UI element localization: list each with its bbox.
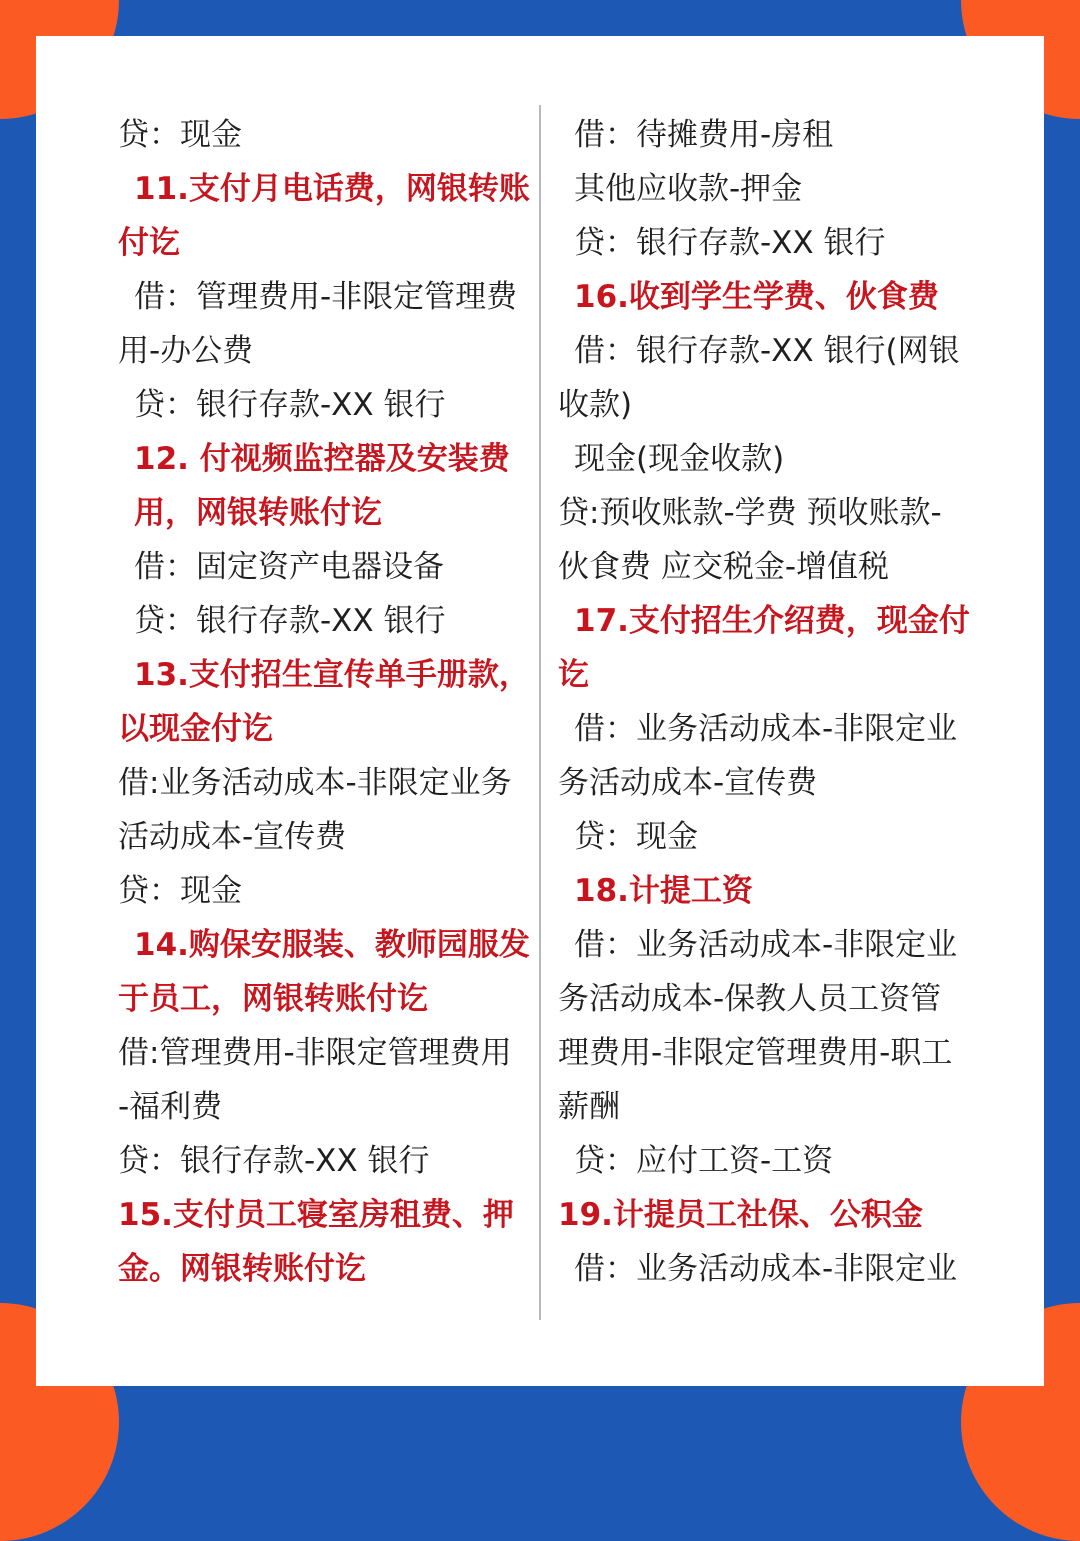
entry-line: 贷：现金 [574, 819, 698, 855]
entry-heading: 13.支付招生宣传单手册款， [134, 657, 530, 693]
entry-line: 其他应收款-押金 [574, 171, 803, 207]
entry-line: 务活动成本-保教人员工资管 [558, 981, 942, 1017]
entry-line: 借:业务活动成本-非限定业务 [118, 765, 512, 801]
entry-line: 借：待摊费用-房租 [574, 117, 834, 153]
entry-line: 理费用-非限定管理费用-职工 [558, 1035, 953, 1071]
entry-line: 借：管理费用-非限定管理费 [134, 279, 518, 315]
entry-line: 务活动成本-宣传费 [558, 765, 818, 801]
entry-heading: 讫 [558, 657, 589, 693]
entry-heading: 付讫 [118, 225, 180, 261]
entry-line: 贷:预收账款-学费 预收账款- [558, 495, 942, 531]
entry-line: 贷：银行存款-XX 银行 [134, 387, 446, 423]
entry-line: 借：固定资产电器设备 [134, 549, 444, 585]
entry-heading: 17.支付招生介绍费，现金付 [574, 603, 970, 639]
entry-line: 贷：银行存款-XX 银行 [574, 225, 886, 261]
entry-heading: 16.收到学生学费、伙食费 [574, 279, 939, 315]
entry-line: 伙食费 应交税金-增值税 [558, 549, 890, 585]
entry-heading: 以现金付讫 [118, 711, 273, 747]
left-column [118, 108, 530, 1296]
entry-line: 现金(现金收款) [574, 441, 785, 477]
entry-line: 借：银行存款-XX 银行(网银 [574, 333, 960, 369]
entry-heading: 15.支付员工寝室房租费、押 [118, 1197, 514, 1233]
right-column [558, 108, 970, 1296]
entry-heading: 14.购保安服装、教师园服发 [134, 927, 530, 963]
entry-line: 贷：银行存款-XX 银行 [134, 603, 446, 639]
entry-line: 借：业务活动成本-非限定业 [574, 711, 958, 747]
entry-heading: 12. 付视频监控器及安装费 [134, 441, 510, 477]
entry-line: -福利费 [118, 1089, 223, 1125]
entry-line: 贷：现金 [118, 873, 242, 909]
entry-line: 贷：现金 [118, 117, 242, 153]
entry-heading: 金。网银转账付讫 [118, 1251, 366, 1287]
entry-heading: 用，网银转账付讫 [134, 495, 382, 531]
entry-line: 用-办公费 [118, 333, 254, 369]
entry-heading: 19.计提员工社保、公积金 [558, 1197, 923, 1233]
entry-line: 贷：应付工资-工资 [574, 1143, 834, 1179]
entry-line: 收款) [558, 387, 633, 423]
entry-heading: 18.计提工资 [574, 873, 753, 909]
entry-line: 借:管理费用-非限定管理费用 [118, 1035, 512, 1071]
entry-heading: 于员工，网银转账付讫 [118, 981, 428, 1017]
entry-line: 贷：银行存款-XX 银行 [118, 1143, 430, 1179]
entry-heading: 11.支付月电话费，网银转账 [134, 171, 530, 207]
entry-line: 活动成本-宣传费 [118, 819, 347, 855]
entry-line: 借：业务活动成本-非限定业 [574, 927, 958, 963]
entry-line: 薪酬 [558, 1089, 620, 1125]
entry-line: 借：业务活动成本-非限定业 [574, 1251, 958, 1287]
column-divider [539, 105, 541, 1320]
